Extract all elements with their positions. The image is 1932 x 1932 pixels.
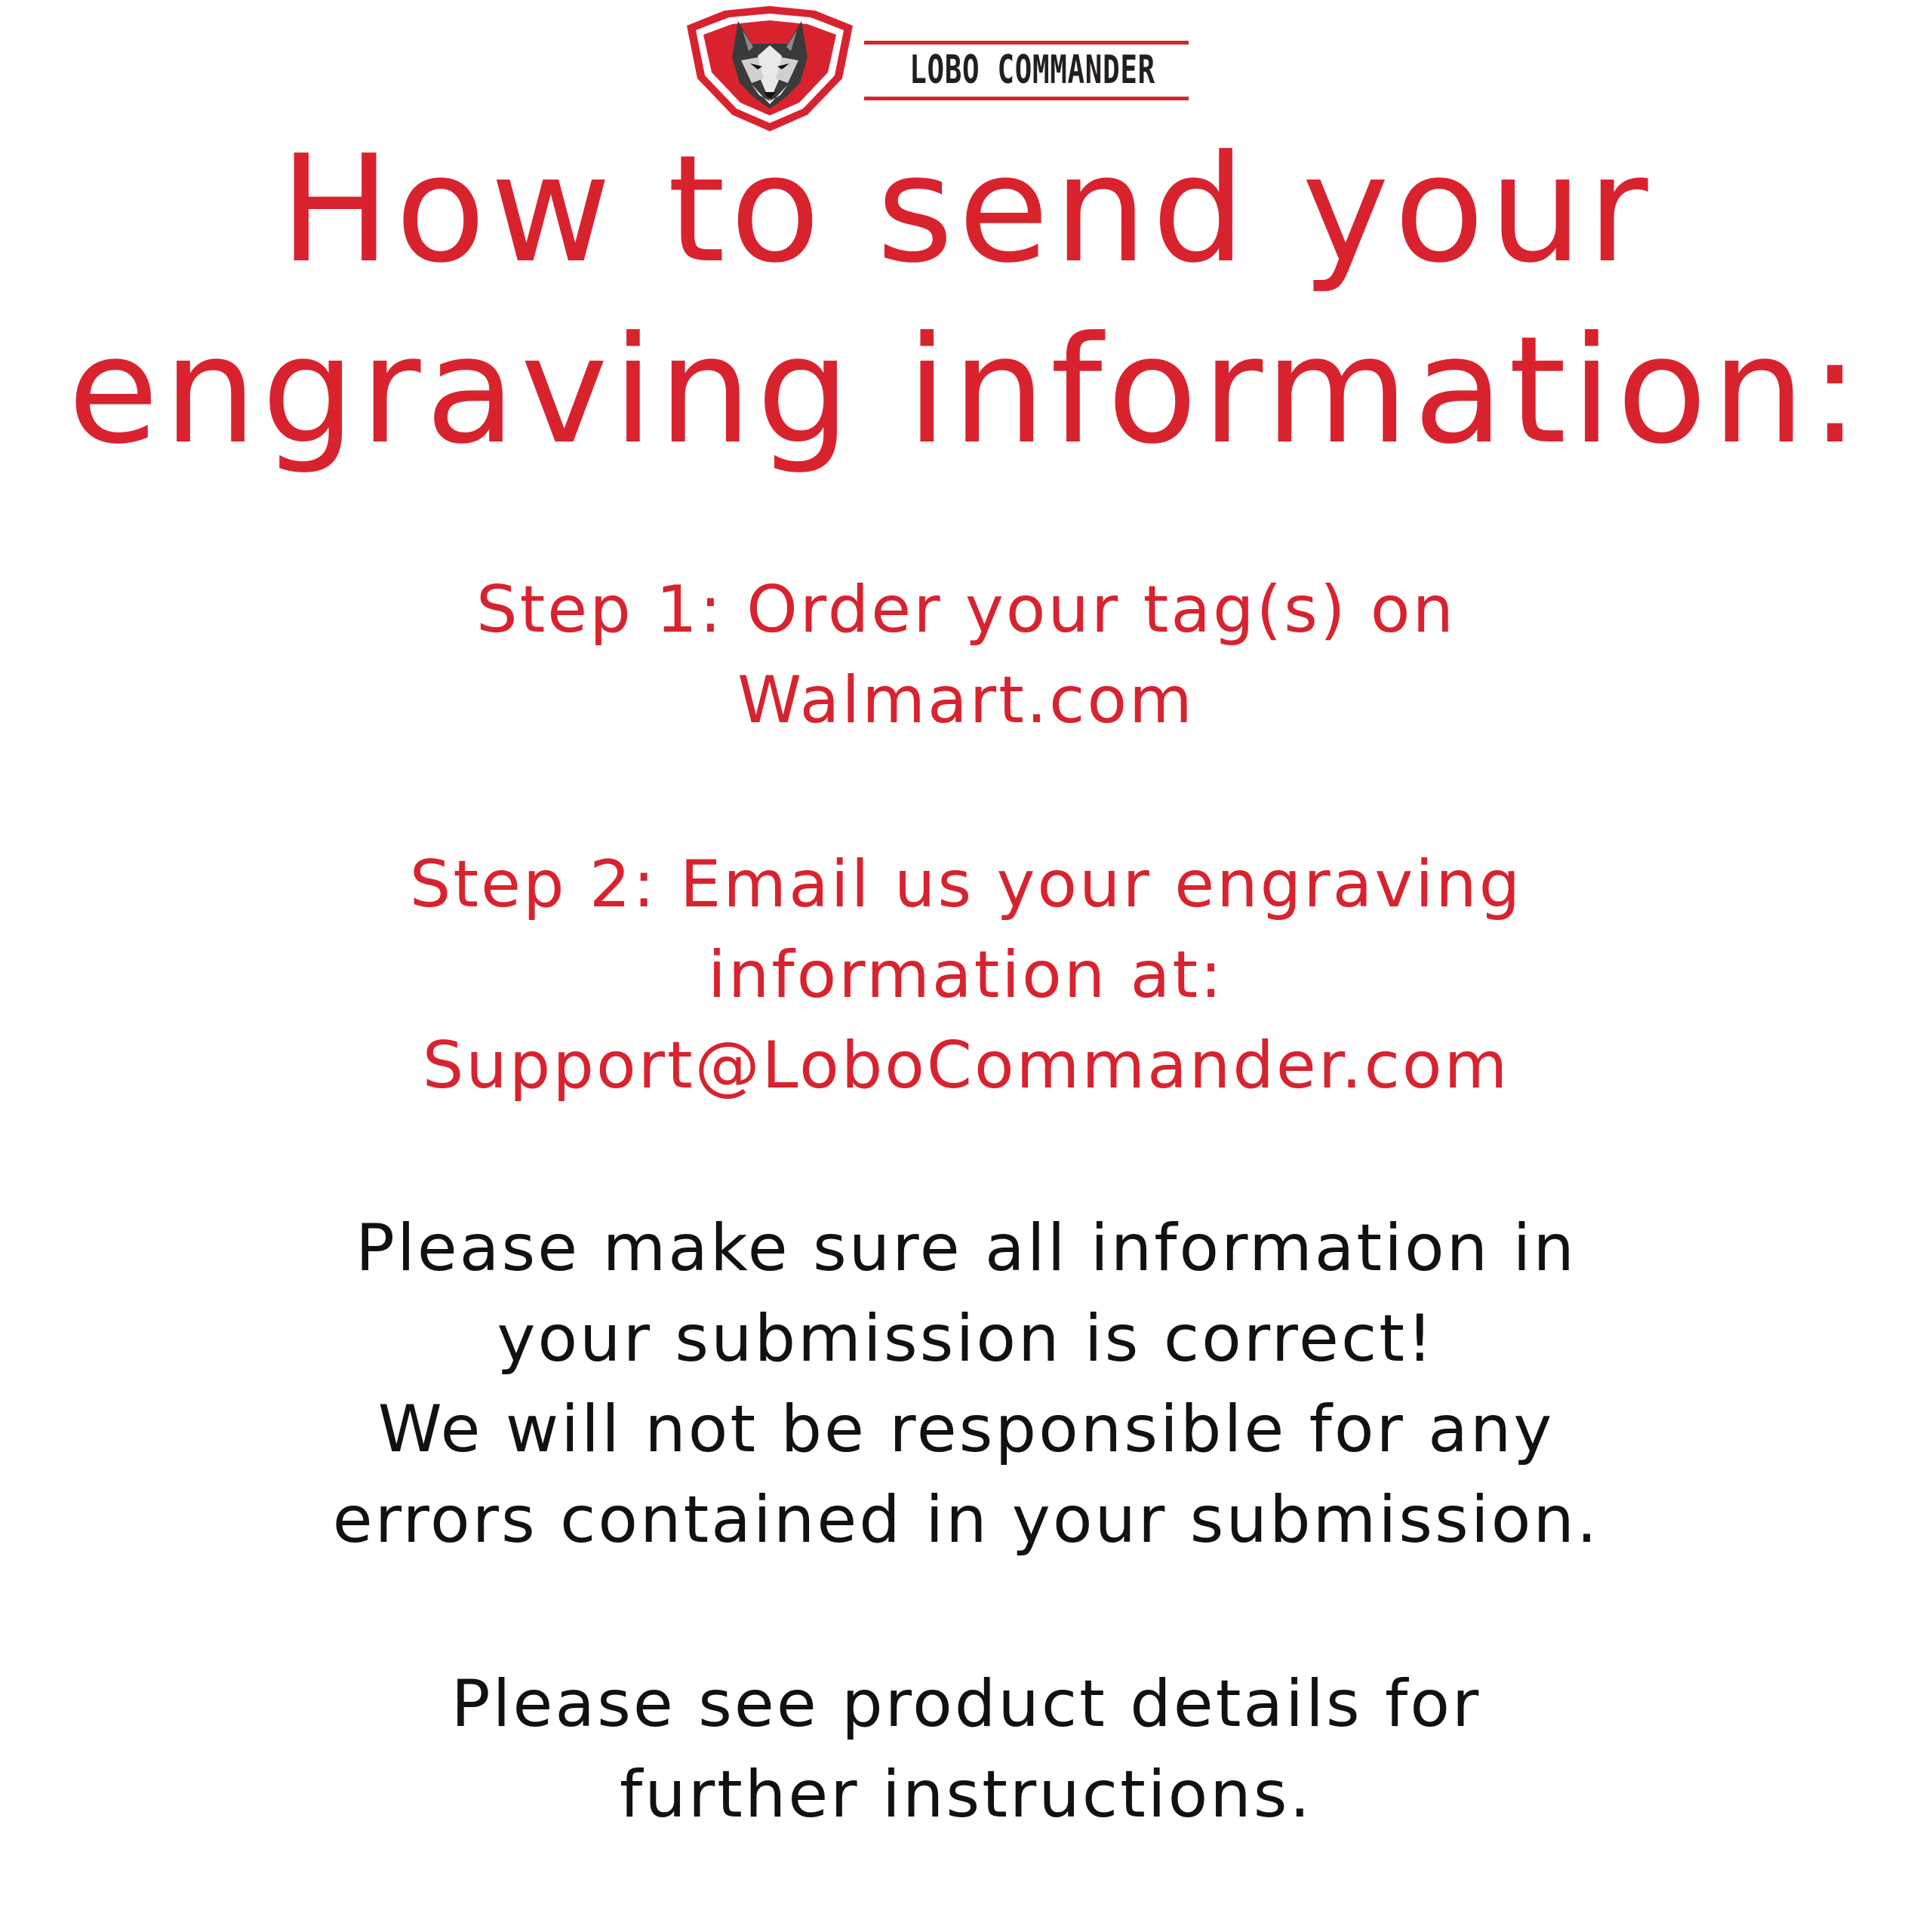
wolf-shield-icon	[679, 5, 860, 133]
step-2-line-1: Step 2: Email us your engraving	[409, 847, 1523, 922]
step-1-instruction	[0, 565, 1932, 746]
warning-line-4: errors contained in your submission.	[332, 1482, 1600, 1558]
brand-logo	[679, 5, 1192, 133]
accuracy-warning	[0, 1203, 1932, 1565]
brand-name: LOBO COMMANDER	[909, 48, 1155, 93]
warning-line-3: We will not be responsible for any	[377, 1392, 1555, 1467]
title-line-1: How to send your	[279, 124, 1653, 296]
step-1-line-2: Walmart.com	[737, 663, 1195, 738]
title-line-2: engraving information:	[67, 305, 1865, 477]
page-title	[0, 119, 1932, 481]
product-details-note	[0, 1659, 1932, 1840]
note-line-1: Please see product details for	[451, 1666, 1481, 1742]
warning-line-2: your submission is correct!	[497, 1301, 1435, 1377]
step-1-line-1: Step 1: Order your tag(s) on	[476, 572, 1456, 648]
support-email: Support@LoboCommander.com	[422, 1028, 1510, 1103]
warning-line-1: Please make sure all information in	[355, 1211, 1577, 1286]
wordmark-bottom-rule	[864, 97, 1189, 100]
step-2-instruction	[0, 839, 1932, 1111]
step-2-line-2: information at:	[707, 937, 1225, 1013]
wordmark-top-rule	[864, 41, 1189, 45]
brand-wordmark	[864, 41, 1189, 101]
note-line-2: further instructions.	[620, 1757, 1312, 1832]
